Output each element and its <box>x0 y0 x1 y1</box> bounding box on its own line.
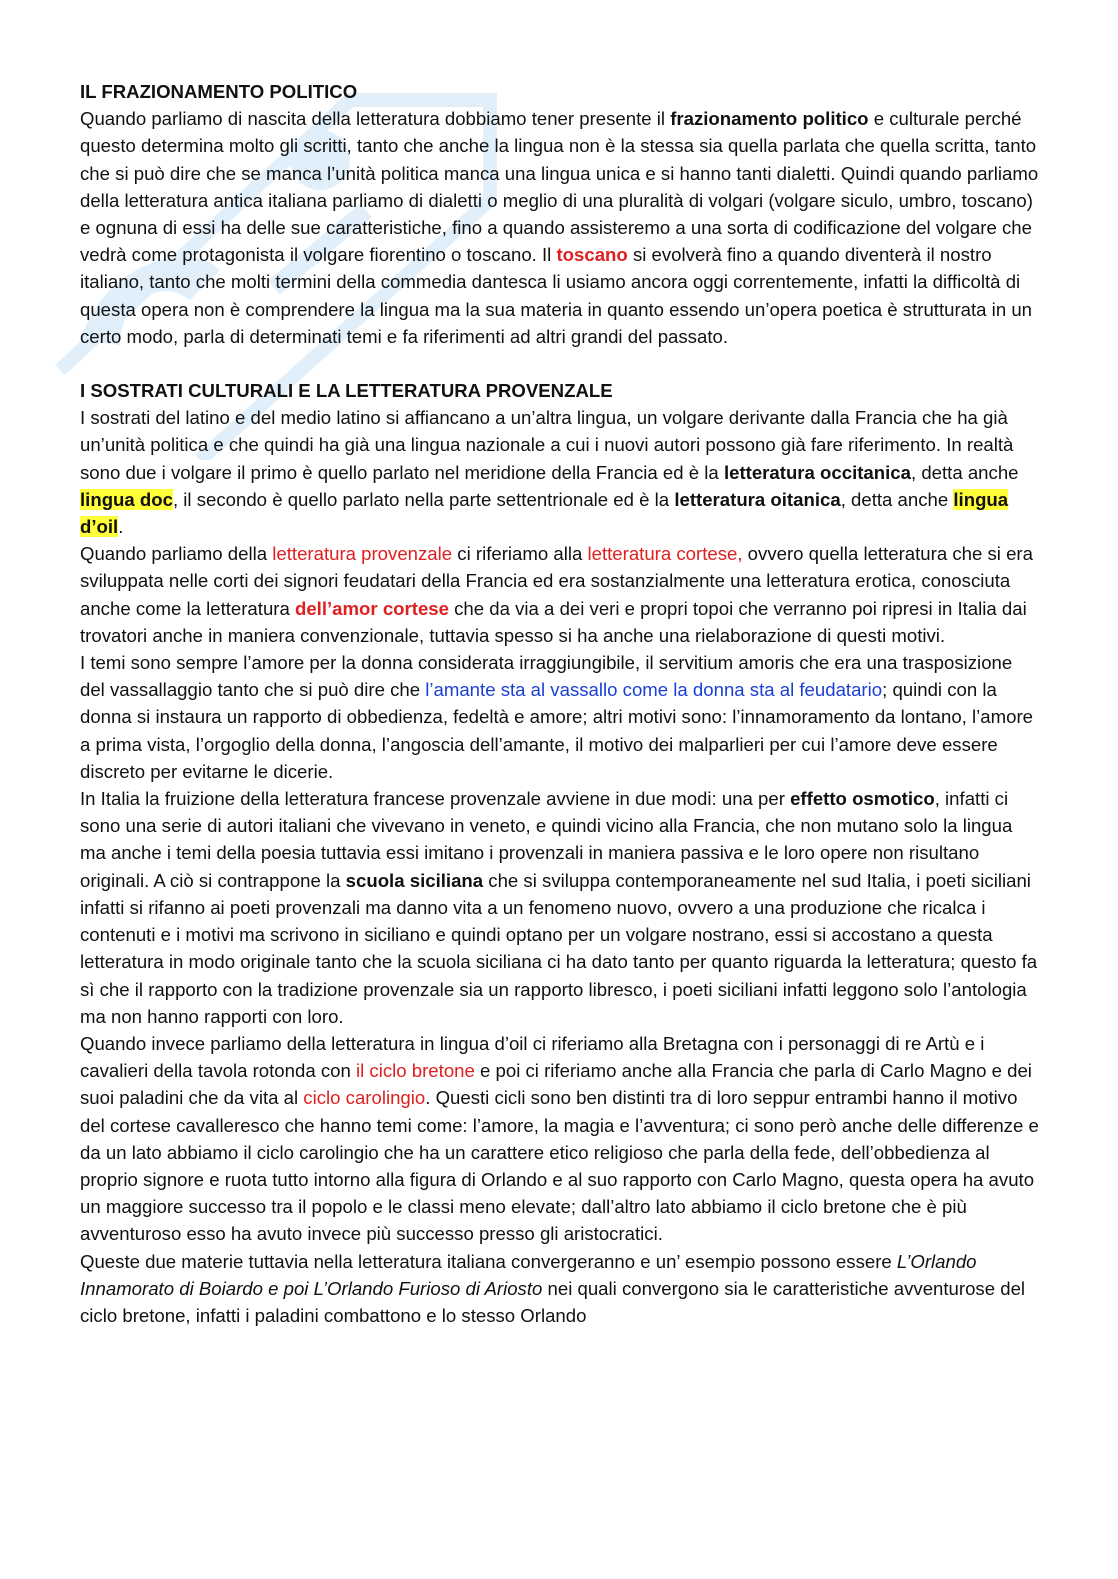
bold-term: frazionamento politico <box>670 108 869 130</box>
text-run: Quando parliamo di nascita della letteratura dobbiamo tener presente il <box>80 108 671 130</box>
highlighted-term: lingua d’oil <box>80 488 1009 538</box>
text-run: In Italia la fruizione della letteratura francese provenzale avviene in due modi: una per <box>80 788 791 810</box>
text-run: ; quindi con la donna si instaura un rapporto di obbedienza, fedeltà e amore; altri motivi sono: l’innamoramento da lontano, l’amore a prima vista, l’orgoglio della donna, l’angoscia dell’amante, il motivo dei malparlieri per cui l’amore deve essere discreto per evitarne le dicerie. <box>80 679 1033 782</box>
text-run: si evolverà fino a quando diventerà il nostro italiano, tanto che molti termini della commedia dantesca li usiamo ancora oggi correntemente, infatti la difficoltà di questa opera non è comprendere la lingua ma la sua materia in quanto essendo un’opera poetica è strutturata in un certo modo, parla di determinati temi e fa riferimenti ad altri grandi del passato. <box>80 244 1033 347</box>
bold-term: effetto osmotico <box>790 788 935 810</box>
highlighted-term: lingua doc <box>80 488 173 510</box>
text-run: , detta anche <box>910 461 1019 483</box>
red-term: ciclo carolingio <box>303 1087 426 1109</box>
paragraph-gap <box>80 350 1040 377</box>
text-run: ci riferiamo alla <box>452 543 588 565</box>
red-term: letteratura cortese, <box>587 543 743 565</box>
section-heading-frazionamento: IL FRAZIONAMENTO POLITICO <box>80 81 358 102</box>
paragraph-temi <box>80 649 1040 785</box>
document-body <box>80 78 1040 1329</box>
text-run: Quando invece parliamo della letteratura in lingua d’oil ci riferiamo alla Bretagna con i personaggi di re Artù e i cavalieri della tavola rotonda con <box>80 1032 985 1082</box>
text-run: , infatti ci sono una serie di autori italiani che vivevano in veneto, e quindi vicino alla Francia, che non mutano solo la lingua ma anche i temi della poesia tuttavia essi imitano i provenzali in maniera passiva e le loro opere non risultano originali. A ciò si contrappone la <box>80 788 1013 891</box>
paragraph-convergenza <box>80 1248 1040 1330</box>
text-run: e poi ci riferiamo anche alla Francia che parla di Carlo Magno e dei suoi paladini che da vita al <box>80 1060 1032 1109</box>
text-run: e culturale perché questo determina molto gli scritti, tanto che anche la lingua non è la stessa sia quella parlata che quella scritta, tanto che si può dire che se manca l’unità politica manca una lingua unica e si hanno tanti dialetti. Quindi quando parliamo della letteratura antica italiana parliamo di dialetti o meglio di una pluralità di volgari (volgare siculo, umbro, toscano) e ognuna di essi ha delle sue caratteristiche, fino a quando assisteremo a una sorta di codificazione del volgare che vedrà come protagonista il volgare fiorentino o toscano. Il <box>80 108 1039 266</box>
paragraph-sostrati <box>80 404 1040 540</box>
blue-phrase: l’amante sta al vassallo come la donna sta al feudatario <box>425 679 883 701</box>
text-run: Queste due materie tuttavia nella letteratura italiana convergeranno e un’ esempio possono essere <box>80 1250 897 1272</box>
bold-term: letteratura occitanica <box>723 461 911 483</box>
paragraph-frazionamento <box>80 105 1040 350</box>
text-run: nei quali convergono sia le caratteristiche avventurose del ciclo bretone, infatti i paladini combattono e lo stesso Orlando <box>80 1277 1026 1326</box>
text-run: . Questi cicli sono ben distinti tra di loro seppur entrambi hanno il motivo del cortese cavalleresco che hanno temi come: l’amore, la magia e l’avventura; ci sono però anche delle differenze e da un lato abbiamo il ciclo carolingio che ha un carattere etico religioso che parla della fede, dell’obbedienza al proprio signore e ruota tutto intorno alla figura di Orlando e al suo rapporto con Carlo Magno, questa opera ha avuto un maggiore successo tra il popolo e le classi meno elevate; dall’altro lato abbiamo il ciclo bretone che è più avventuroso esso ha avuto invece più successo presso gli aristocratici. <box>80 1087 1039 1245</box>
text-run: , il secondo è quello parlato nella parte settentrionale ed è la <box>172 488 675 510</box>
red-bold-term: dell’amor cortese <box>294 597 449 619</box>
section-heading-sostrati: I SOSTRATI CULTURALI E LA LETTERATURA PROVENZALE <box>80 380 613 402</box>
text-run: I sostrati del latino e del medio latino si affiancano a un’altra lingua, un volgare derivante dalla Francia che ha già un’unità politica e che quindi ha già una lingua nazionale a cui i nuovi autori possono già fare riferimento. In realtà sono due i volgare il primo è quello parlato nel meridione della Francia ed è la <box>80 407 1014 483</box>
text-run: ovvero quella letteratura che si era sviluppata nelle corti dei signori feudatari della Francia ed era sostanzialmente una letteratura erotica, conosciuta anche come la letteratura <box>80 543 1033 619</box>
bold-term: letteratura oitanica <box>674 488 841 510</box>
text-run: Quando parliamo della <box>80 543 273 565</box>
paragraph-provenzale <box>80 540 1040 649</box>
text-run: I temi sono sempre l’amore per la donna considerata irraggiungibile, il servitium amoris che era una trasposizione del vassallaggio tanto che si può dire che <box>80 652 1013 701</box>
text-run: , detta anche <box>840 488 954 510</box>
red-term: il ciclo bretone <box>355 1060 475 1082</box>
italic-title: L’Orlando Innamorato di Boiardo e poi L’Orlando Furioso di Ariosto <box>80 1250 977 1299</box>
red-bold-term: toscano <box>556 244 628 266</box>
paragraph-italia <box>80 785 1040 1030</box>
text-run: che da via a dei veri e propri topoi che verranno poi ripresi in Italia dai trovatori anche in maniera convenzionale, tuttavia spesso si ha anche una rielaborazione di questi motivi. <box>80 597 1027 646</box>
paragraph-cicli <box>80 1030 1040 1248</box>
text-run: . <box>118 516 124 538</box>
bold-term: scuola siciliana <box>345 869 484 891</box>
text-run: che si sviluppa contemporaneamente nel sud Italia, i poeti siciliani infatti si rifanno ai poeti provenzali ma danno vita a un fenomeno nuovo, ovvero a una produzione che ricalca i contenuti e i motivi ma scrivono in siciliano e quindi optano per un volgare nostrano, essi si accostano a questa letteratura in modo originale tanto che la scuola siciliana ci ha dato tanto per quanto riguarda la letteratura; questo fa sì che il rapporto con la tradizione provenzale sia un rapporto libresco, i poeti siciliani infatti leggono solo l’antologia ma non hanno rapporti con loro. <box>80 869 1038 1027</box>
red-term: letteratura provenzale <box>272 543 453 565</box>
